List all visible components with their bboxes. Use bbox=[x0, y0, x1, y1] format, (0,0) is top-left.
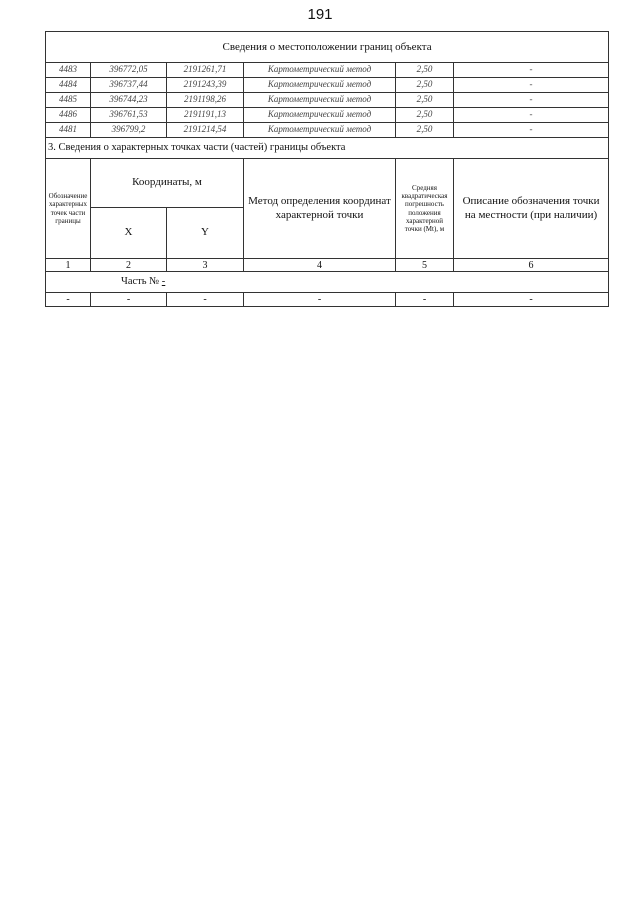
empty-cell: - bbox=[454, 293, 609, 307]
column-number: 3 bbox=[167, 259, 244, 272]
method-cell: Картометрический метод bbox=[244, 78, 396, 93]
table-row bbox=[46, 108, 609, 123]
description-cell: - bbox=[454, 63, 609, 78]
table-row bbox=[46, 63, 609, 78]
y-cell: 2191214,54 bbox=[167, 123, 244, 138]
precision-cell: 2,50 bbox=[396, 93, 454, 108]
section-title: Сведения о местоположении границ объекта bbox=[46, 32, 609, 63]
y-cell: 2191198,26 bbox=[167, 93, 244, 108]
method-cell: Картометрический метод bbox=[244, 108, 396, 123]
empty-cell: - bbox=[167, 293, 244, 307]
column-number: 2 bbox=[91, 259, 167, 272]
section-title-row bbox=[46, 32, 609, 63]
precision-cell: 2,50 bbox=[396, 78, 454, 93]
column-number: 5 bbox=[396, 259, 454, 272]
point-cell: 4484 bbox=[46, 78, 91, 93]
section3-title-row bbox=[46, 138, 609, 159]
part-label: Часть № bbox=[121, 276, 160, 288]
x-cell: 396799,2 bbox=[91, 123, 167, 138]
point-cell: 4481 bbox=[46, 123, 91, 138]
empty-cell: - bbox=[244, 293, 396, 307]
header-precision: Средняя квадратическая погрешность положения характерной точки (Mt), м bbox=[396, 159, 454, 259]
description-cell: - bbox=[454, 93, 609, 108]
header-row bbox=[46, 159, 609, 208]
empty-cell: - bbox=[91, 293, 167, 307]
empty-cell: - bbox=[46, 293, 91, 307]
table-row bbox=[46, 93, 609, 108]
header-designation: Обозначение характерных точек части границы bbox=[46, 159, 91, 259]
x-cell: 396737,44 bbox=[91, 78, 167, 93]
precision-cell: 2,50 bbox=[396, 108, 454, 123]
header-description: Описание обозначения точки на местности (при наличии) bbox=[454, 159, 609, 259]
column-numbers-row bbox=[46, 259, 609, 272]
method-cell: Картометрический метод bbox=[244, 123, 396, 138]
description-cell: - bbox=[454, 123, 609, 138]
table-row bbox=[46, 78, 609, 93]
part-number: - bbox=[161, 276, 166, 288]
method-cell: Картометрический метод bbox=[244, 63, 396, 78]
x-cell: 396761,53 bbox=[91, 108, 167, 123]
x-cell: 396744,23 bbox=[91, 93, 167, 108]
y-cell: 2191261,71 bbox=[167, 63, 244, 78]
precision-cell: 2,50 bbox=[396, 63, 454, 78]
y-cell: 2191243,39 bbox=[167, 78, 244, 93]
boundary-table bbox=[45, 31, 609, 307]
point-cell: 4485 bbox=[46, 93, 91, 108]
table-row bbox=[46, 123, 609, 138]
point-cell: 4483 bbox=[46, 63, 91, 78]
section3-title: 3. Сведения о характерных точках части (частей) границы объекта bbox=[46, 138, 609, 159]
column-number: 6 bbox=[454, 259, 609, 272]
part-row bbox=[46, 272, 609, 293]
header-y: Y bbox=[167, 208, 244, 259]
page-number: 191 bbox=[307, 6, 333, 23]
column-number: 4 bbox=[244, 259, 396, 272]
point-cell: 4486 bbox=[46, 108, 91, 123]
empty-cell: - bbox=[396, 293, 454, 307]
method-cell: Картометрический метод bbox=[244, 93, 396, 108]
description-cell: - bbox=[454, 78, 609, 93]
part-cell bbox=[46, 272, 609, 293]
header-coordinates: Координаты, м bbox=[91, 159, 244, 208]
header-x: X bbox=[91, 208, 167, 259]
table-row bbox=[46, 293, 609, 307]
header-method: Метод определения координат характерной точки bbox=[244, 159, 396, 259]
description-cell: - bbox=[454, 108, 609, 123]
y-cell: 2191191,13 bbox=[167, 108, 244, 123]
precision-cell: 2,50 bbox=[396, 123, 454, 138]
x-cell: 396772,05 bbox=[91, 63, 167, 78]
column-number: 1 bbox=[46, 259, 91, 272]
